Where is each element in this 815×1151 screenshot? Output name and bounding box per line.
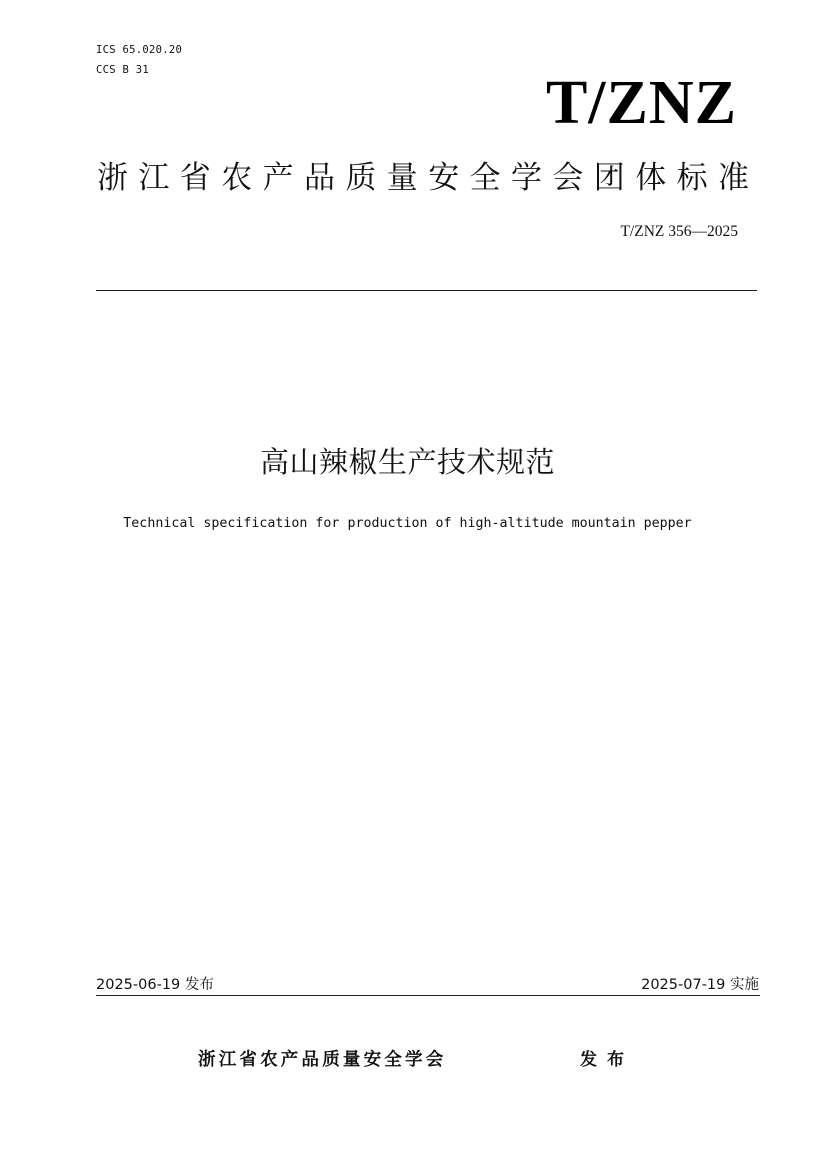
ics-code: ICS 65.020.20 [96,44,183,56]
header-divider [96,290,757,291]
organization-standard-heading: 浙江省农产品质量安全学会团体标准 [97,160,760,196]
implementation-date: 2025-07-19 实施 [641,977,759,993]
standard-mark: T/ZNZ [545,69,737,137]
ccs-code: CCS B 31 [96,64,149,76]
issuer-action: 发布 [580,1050,634,1070]
document-title-chinese: 高山辣椒生产技术规范 [259,445,555,479]
footer-divider [96,995,760,996]
standard-number: T/ZNZ 356—2025 [620,223,738,240]
document-title-english: Technical specification for production of high-altitude mountain pepper [123,516,692,531]
issuer-name: 浙江省农产品质量安全学会 [198,1050,447,1070]
publish-date: 2025-06-19 发布 [96,977,214,993]
